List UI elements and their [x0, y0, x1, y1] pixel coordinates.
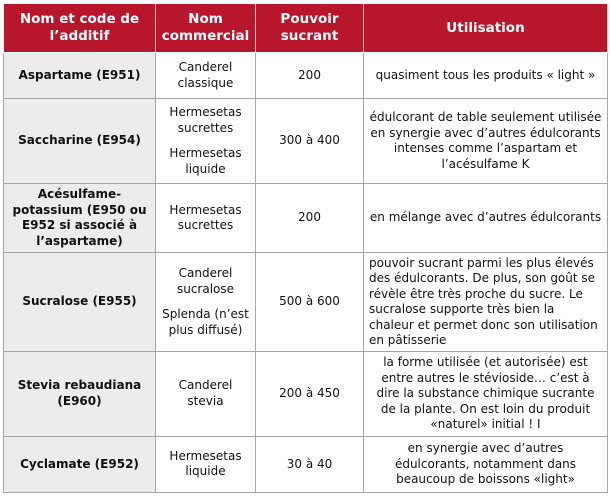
additive-name-cell: Sucralose (E955) [4, 253, 156, 352]
header-commercial-name: Nom commercial [156, 4, 256, 53]
usage-cell: la forme utilisée (et autorisée) est entre autres le stévioside… c’est à dire la substance chimique sucrante de la plante. On est loin du produit «naturel» initial ! I [364, 352, 608, 437]
table-header-row [4, 4, 608, 53]
commercial-name-cell [156, 53, 256, 99]
commercial-name-cell [156, 253, 256, 352]
commercial-name-cell [156, 183, 256, 252]
commercial-name-cell [156, 352, 256, 437]
commercial-name: Hermesetas liquide [169, 448, 242, 479]
usage-cell: en synergie avec d’autres édulcorants, notamment dans beaucoup de boissons «light» [364, 436, 608, 492]
usage-cell: pouvoir sucrant parmi les plus élevés des édulcorants. De plus, son goût se révèle être très proche du sucre. Le sucralose supporte très bien la chaleur et permet donc son utilisation en pâtisserie [364, 253, 608, 352]
usage-cell: quasiment tous les produits « light » [364, 53, 608, 99]
commercial-name-cell [156, 436, 256, 492]
header-additive-name: Nom et code de l’additif [4, 4, 156, 53]
sweetening-power-cell: 30 à 40 [256, 436, 364, 492]
commercial-name: Canderel stevia [178, 378, 233, 408]
usage-cell: édulcorant de table seulement utilisée en synergie avec d’autres édulcorants intenses comme l’aspartam et l’acésulfame K [364, 99, 608, 184]
table-row [4, 99, 608, 184]
additive-name-cell: Cyclamate (E952) [4, 436, 156, 492]
additive-name-cell: Saccharine (E954) [4, 99, 156, 184]
sweetening-power-cell: 200 [256, 53, 364, 99]
additive-name-cell: Stevia rebaudiana (E960) [4, 352, 156, 437]
table-row [4, 53, 608, 99]
commercial-name: Hermesetas sucrettes [169, 105, 242, 135]
table-row [4, 183, 608, 252]
table-row [4, 436, 608, 492]
additives-table [3, 3, 608, 493]
sweetening-power-cell: 200 [256, 183, 364, 252]
commercial-name: Canderel sucralose [176, 266, 235, 296]
commercial-name: Splenda (n’est plus diffusé) [162, 307, 249, 337]
additive-name-cell: Acésulfame-potassium (E950 ou E952 si associé à l’aspartame) [4, 183, 156, 252]
sweetening-power-cell: 200 à 450 [256, 352, 364, 437]
commercial-name-cell [156, 99, 256, 184]
commercial-name: Hermesetas sucrettes [169, 202, 242, 233]
table-row [4, 352, 608, 437]
additive-name-cell: Aspartame (E951) [4, 53, 156, 99]
sweetening-power-cell: 300 à 400 [256, 99, 364, 184]
header-usage: Utilisation [364, 4, 608, 53]
sweetening-power-cell: 500 à 600 [256, 253, 364, 352]
commercial-name: Canderel classique [177, 60, 234, 90]
header-sweetening-power: Pouvoir sucrant [256, 4, 364, 53]
commercial-name: Hermesetas liquide [169, 146, 242, 176]
table-row [4, 253, 608, 352]
usage-cell: en mélange avec d’autres édulcorants [364, 183, 608, 252]
